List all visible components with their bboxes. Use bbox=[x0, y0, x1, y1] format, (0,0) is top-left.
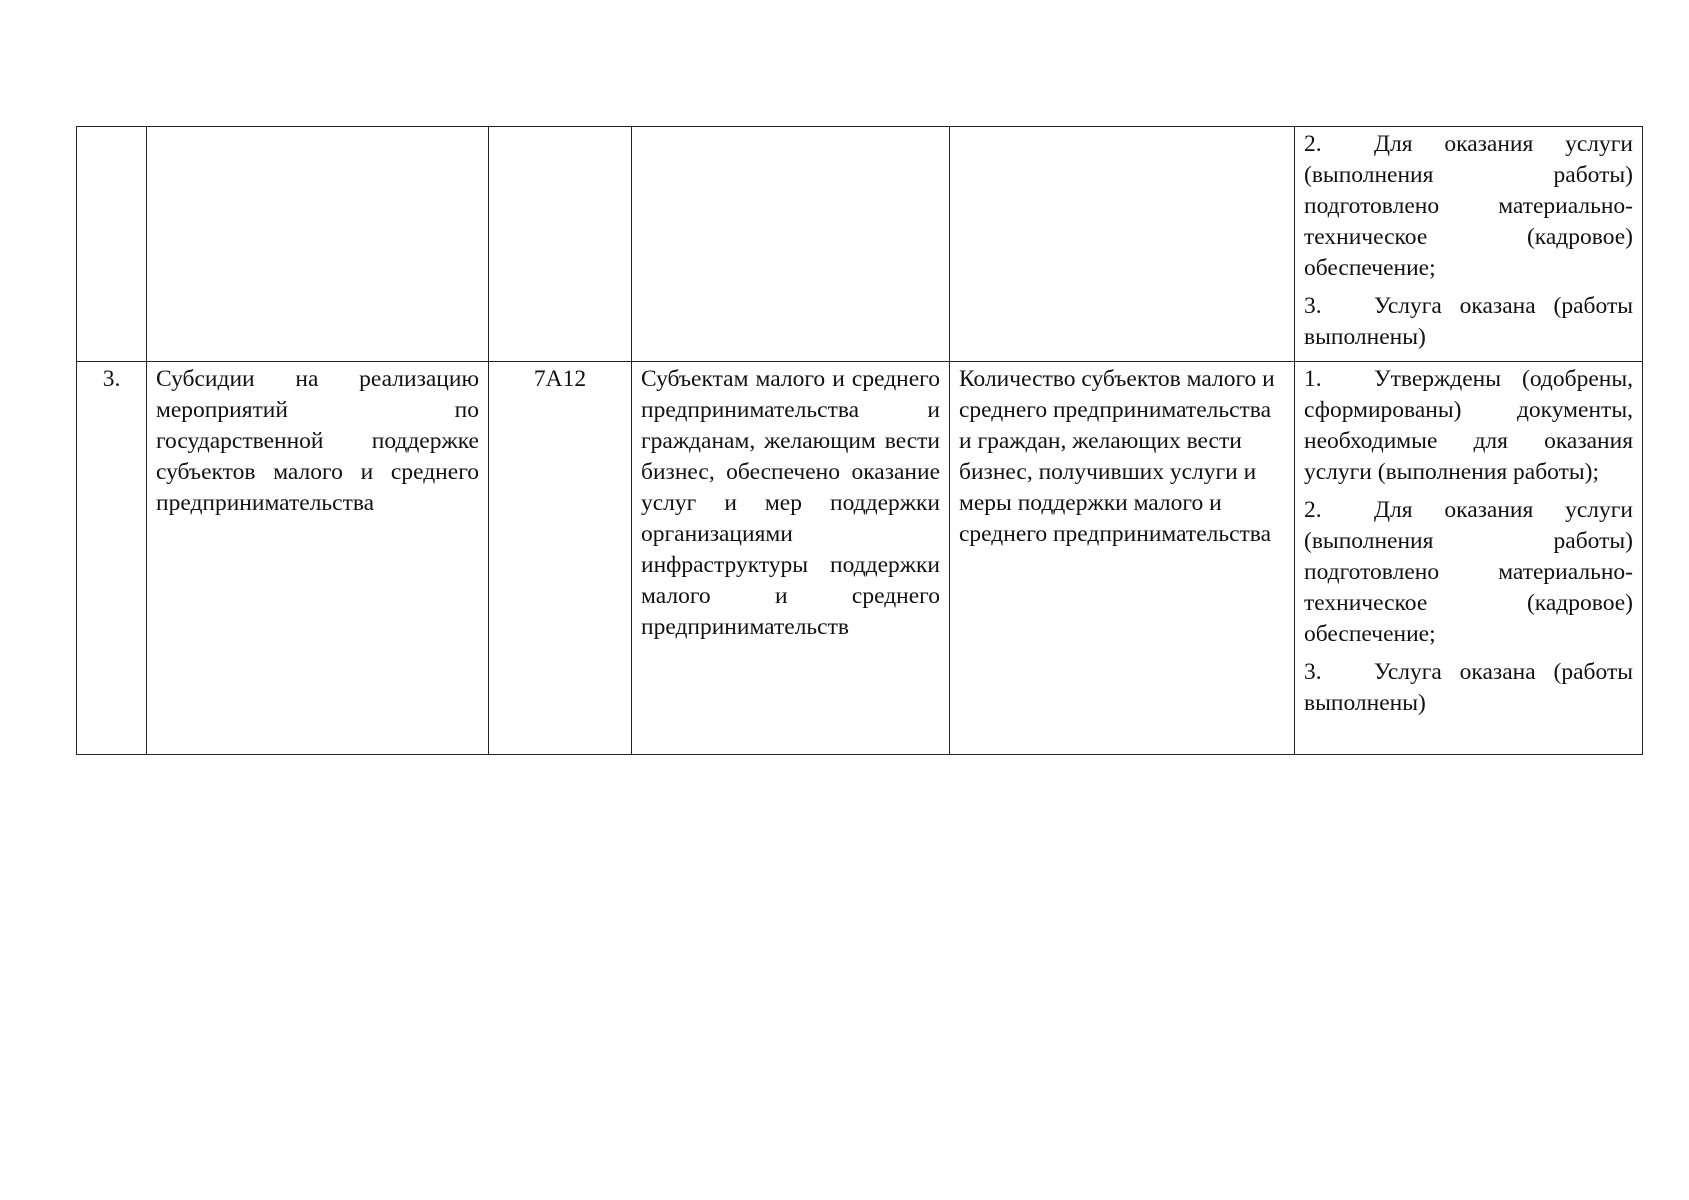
cell-stages bbox=[1295, 127, 1643, 362]
stage-item bbox=[1304, 495, 1633, 650]
stage-text: Услуга оказана (работы выполнены) bbox=[1304, 293, 1633, 350]
stage-text: Для оказания услуги (выполнения работы) подготовлено материально-техническое (кадровое) обеспечение; bbox=[1304, 131, 1633, 281]
cell-indicator bbox=[950, 127, 1295, 362]
cell-indicator: Количество субъектов малого и среднего предпринимательства и граждан, желающих вести бизнес, получивших услуги и меры поддержки малого и среднего предпринимательства bbox=[950, 362, 1295, 755]
stage-number: 2. bbox=[1304, 497, 1322, 523]
cell-number bbox=[77, 127, 147, 362]
cell-result bbox=[632, 127, 950, 362]
stage-text: Для оказания услуги (выполнения работы) подготовлено материально-техническое (кадровое) обеспечение; bbox=[1304, 497, 1633, 647]
stage-item bbox=[1304, 129, 1633, 284]
cell-code: 7А12 bbox=[489, 362, 632, 755]
stage-text: Утверждены (одобрены, сформированы) документы, необходимые для оказания услуги (выполнения работы); bbox=[1304, 366, 1633, 485]
stage-text: Услуга оказана (работы выполнены) bbox=[1304, 659, 1633, 716]
cell-code bbox=[489, 127, 632, 362]
stage-number: 3. bbox=[1304, 659, 1322, 685]
cell-number: 3. bbox=[77, 362, 147, 755]
stage-number: 3. bbox=[1304, 293, 1322, 319]
stage-item bbox=[1304, 657, 1633, 719]
stage-item bbox=[1304, 291, 1633, 353]
stage-number: 1. bbox=[1304, 366, 1322, 392]
table-row bbox=[77, 127, 1643, 362]
cell-name bbox=[147, 127, 489, 362]
data-table bbox=[76, 126, 1643, 755]
cell-stages bbox=[1295, 362, 1643, 755]
table-row bbox=[77, 362, 1643, 755]
stage-item bbox=[1304, 364, 1633, 488]
cell-result: Субъектам малого и среднего предпринимательства и гражданам, желающим вести бизнес, обеспечено оказание услуг и мер поддержки организациями инфраструктуры поддержки малого и среднего предпринимательств bbox=[632, 362, 950, 755]
cell-name: Субсидии на реализацию мероприятий по государственной поддержке субъектов малого и среднего предпринимательства bbox=[147, 362, 489, 755]
stage-number: 2. bbox=[1304, 131, 1322, 157]
